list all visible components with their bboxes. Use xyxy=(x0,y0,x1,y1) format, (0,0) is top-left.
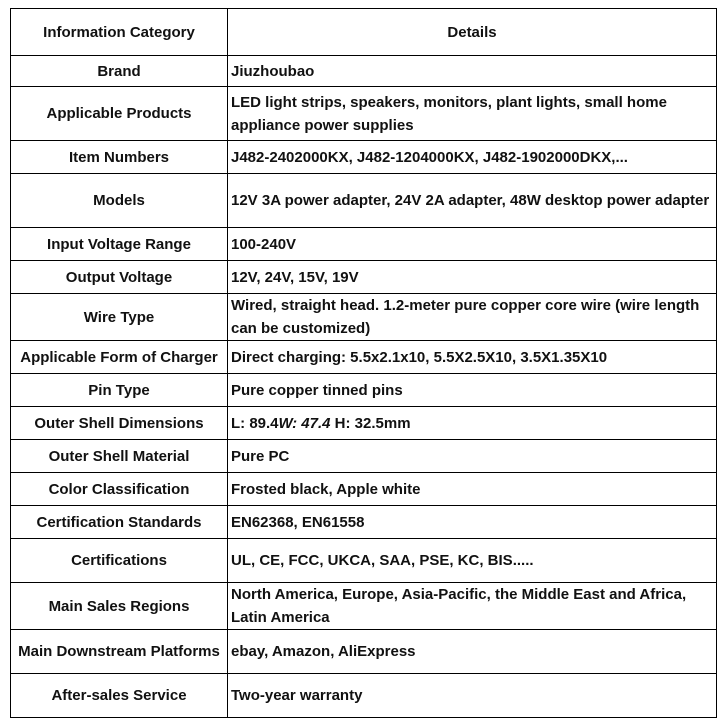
row-value: Two-year warranty xyxy=(228,674,717,718)
row-value: Jiuzhoubao xyxy=(228,56,717,87)
row-value: Pure copper tinned pins xyxy=(228,374,717,407)
table-row xyxy=(11,473,717,506)
table-row xyxy=(11,141,717,174)
row-value: LED light strips, speakers, monitors, plant lights, small home appliance power supplies xyxy=(228,87,717,141)
row-value: J482-2402000KX, J482-1204000KX, J482-1902000DKX,... xyxy=(228,141,717,174)
dimension-length: L: 89.4 xyxy=(231,414,279,432)
row-value: 12V, 24V, 15V, 19V xyxy=(228,261,717,294)
row-label: Applicable Form of Charger xyxy=(11,341,228,374)
spec-table xyxy=(10,8,717,718)
table-row xyxy=(11,674,717,718)
table-header-row xyxy=(11,9,717,56)
row-label: Wire Type xyxy=(11,294,228,341)
row-value: Frosted black, Apple white xyxy=(228,473,717,506)
row-label: Certification Standards xyxy=(11,506,228,539)
table-row xyxy=(11,87,717,141)
row-label: Item Numbers xyxy=(11,141,228,174)
spec-table-container xyxy=(10,8,717,718)
table-row xyxy=(11,407,717,440)
dimension-height: H: 32.5mm xyxy=(330,414,411,432)
row-label: Outer Shell Dimensions xyxy=(11,407,228,440)
table-row xyxy=(11,440,717,473)
header-category: Information Category xyxy=(11,9,228,56)
row-value: UL, CE, FCC, UKCA, SAA, PSE, KC, BIS..... xyxy=(228,539,717,583)
row-label: Pin Type xyxy=(11,374,228,407)
table-row xyxy=(11,56,717,87)
row-value: 12V 3A power adapter, 24V 2A adapter, 48W desktop power adapter xyxy=(228,174,717,228)
row-label: Models xyxy=(11,174,228,228)
table-row xyxy=(11,294,717,341)
table-row xyxy=(11,539,717,583)
row-label: Brand xyxy=(11,56,228,87)
row-value: ebay, Amazon, AliExpress xyxy=(228,630,717,674)
table-row xyxy=(11,630,717,674)
table-row xyxy=(11,261,717,294)
row-value: Direct charging: 5.5x2.1x10, 5.5X2.5X10, 3.5X1.35X10 xyxy=(228,341,717,374)
row-value: 100-240V xyxy=(228,228,717,261)
header-details: Details xyxy=(228,9,717,56)
table-row xyxy=(11,341,717,374)
table-row xyxy=(11,174,717,228)
row-value xyxy=(228,407,717,440)
row-label: Output Voltage xyxy=(11,261,228,294)
row-label: Main Downstream Platforms xyxy=(11,630,228,674)
table-row xyxy=(11,583,717,630)
row-label: Applicable Products xyxy=(11,87,228,141)
table-row xyxy=(11,506,717,539)
row-label: Outer Shell Material xyxy=(11,440,228,473)
row-value: Wired, straight head. 1.2-meter pure copper core wire (wire length can be customized) xyxy=(228,294,717,341)
row-label: After-sales Service xyxy=(11,674,228,718)
row-value: North America, Europe, Asia-Pacific, the Middle East and Africa, Latin America xyxy=(228,583,717,630)
row-label: Input Voltage Range xyxy=(11,228,228,261)
row-label: Certifications xyxy=(11,539,228,583)
row-value: EN62368, EN61558 xyxy=(228,506,717,539)
table-row xyxy=(11,228,717,261)
row-value: Pure PC xyxy=(228,440,717,473)
table-row xyxy=(11,374,717,407)
row-label: Color Classification xyxy=(11,473,228,506)
dimension-width: W: 47.4 xyxy=(278,414,331,432)
row-label: Main Sales Regions xyxy=(11,583,228,630)
